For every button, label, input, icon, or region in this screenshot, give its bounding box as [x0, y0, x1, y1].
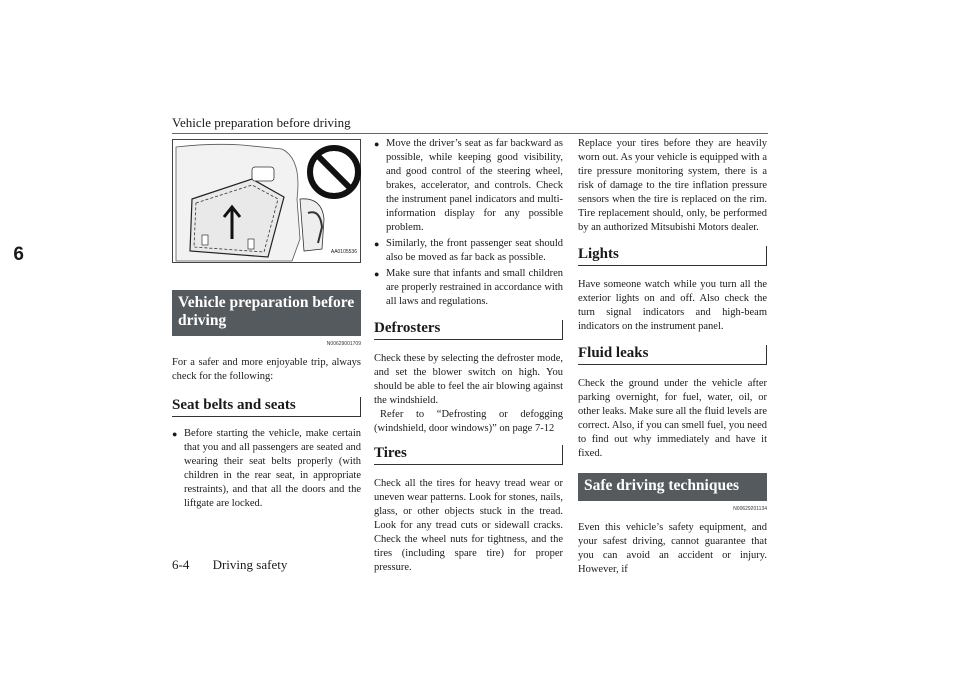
subheading-fluid-leaks: Fluid leaks — [578, 344, 767, 365]
tires-continued-paragraph: Replace your tires before they are heavily worn out. As your vehicle is equipped with a tire pressure monitoring system, there is a risk of damage to the tire inflation pressure sensors when the tire is replaced on the rim. Tire replacement should, only, be performed by an authorized Mitsubishi Motors dealer. — [578, 138, 767, 233]
section-title-safe-driving: Safe driving techniques — [578, 473, 767, 501]
chapter-tab: 6 — [0, 241, 24, 269]
bullet-child-restraint: ● Make sure that infants and small children are properly restrained in accordance with all laws and regulations. — [374, 267, 563, 309]
column-2 — [374, 137, 563, 575]
safe-driving-paragraph: Even this vehicle’s safety equipment, and your safest driving, cannot guarantee that you can avoid an accident or injury. However, if — [578, 522, 767, 575]
figure-code: AA0105536 — [330, 249, 357, 255]
section-title-vehicle-preparation: Vehicle preparation before driving — [172, 290, 361, 336]
floor-mat-illustration — [172, 139, 361, 263]
header-rule — [172, 133, 768, 134]
subheading-defrosters: Defrosters — [374, 319, 563, 340]
safe-driving-code: N00629201134 — [733, 506, 767, 512]
fluid-leaks-paragraph: Check the ground under the vehicle after parking overnight, for fuel, water, oil, or other leaks. Make sure all the fluid levels are correct. Also, if you can smell fuel, you need to find out why immediately and have it fixed. — [578, 378, 767, 459]
defrosters-paragraph: Check these by selecting the defroster mode, and set the blower switch on high. You should be able to feel the air blowing against the windshield. — [374, 353, 563, 406]
page-number: 6-4 — [172, 557, 190, 572]
page-header-title: Vehicle preparation before driving — [172, 115, 351, 130]
intro-paragraph: For a safer and more enjoyable trip, always check for the following: — [172, 357, 361, 382]
subheading-lights: Lights — [578, 245, 767, 266]
bullet-passenger-seat: ● Similarly, the front passenger seat should also be moved as far back as possible. — [374, 237, 563, 265]
column-3 — [578, 137, 767, 577]
column-1 — [172, 139, 361, 513]
tires-paragraph: Check all the tires for heavy tread wear or uneven wear patterns. Look for stones, nails, glass, or other objects stuck in the tread. Look for any tread cuts or sidewall cracks. Check the wheel nuts for tightness, and the tires (including spare tire) for proper pressure. — [374, 478, 563, 573]
bullet-seat-belts: ● Before starting the vehicle, make certain that you and all passengers are seated and wearing their seat belts properly (with children in the rear seat, in appropriate restraints), and that all the doors and the liftgate are locked. — [172, 427, 361, 511]
bullet-driver-seat: ● Move the driver’s seat as far backward as possible, while keeping good visibility, and good control of the steering wheel, brakes, accelerator, and controls. Check the instrument panel indicators and multi-information display for any possible problem. — [374, 137, 563, 235]
page-footer — [172, 557, 287, 573]
section-code: N00629001709 — [326, 341, 361, 347]
lights-paragraph: Have someone watch while you turn all the exterior lights on and off. Also check the turn signal indicators and high-beam indicators on the instrument panel. — [578, 279, 767, 332]
subheading-seat-belts: Seat belts and seats — [172, 396, 361, 417]
defrosters-reference: Refer to “Defrosting or defogging (windshield, door windows)” on page 7-12 — [374, 409, 563, 434]
subheading-tires: Tires — [374, 444, 563, 465]
chapter-name: Driving safety — [212, 557, 288, 572]
